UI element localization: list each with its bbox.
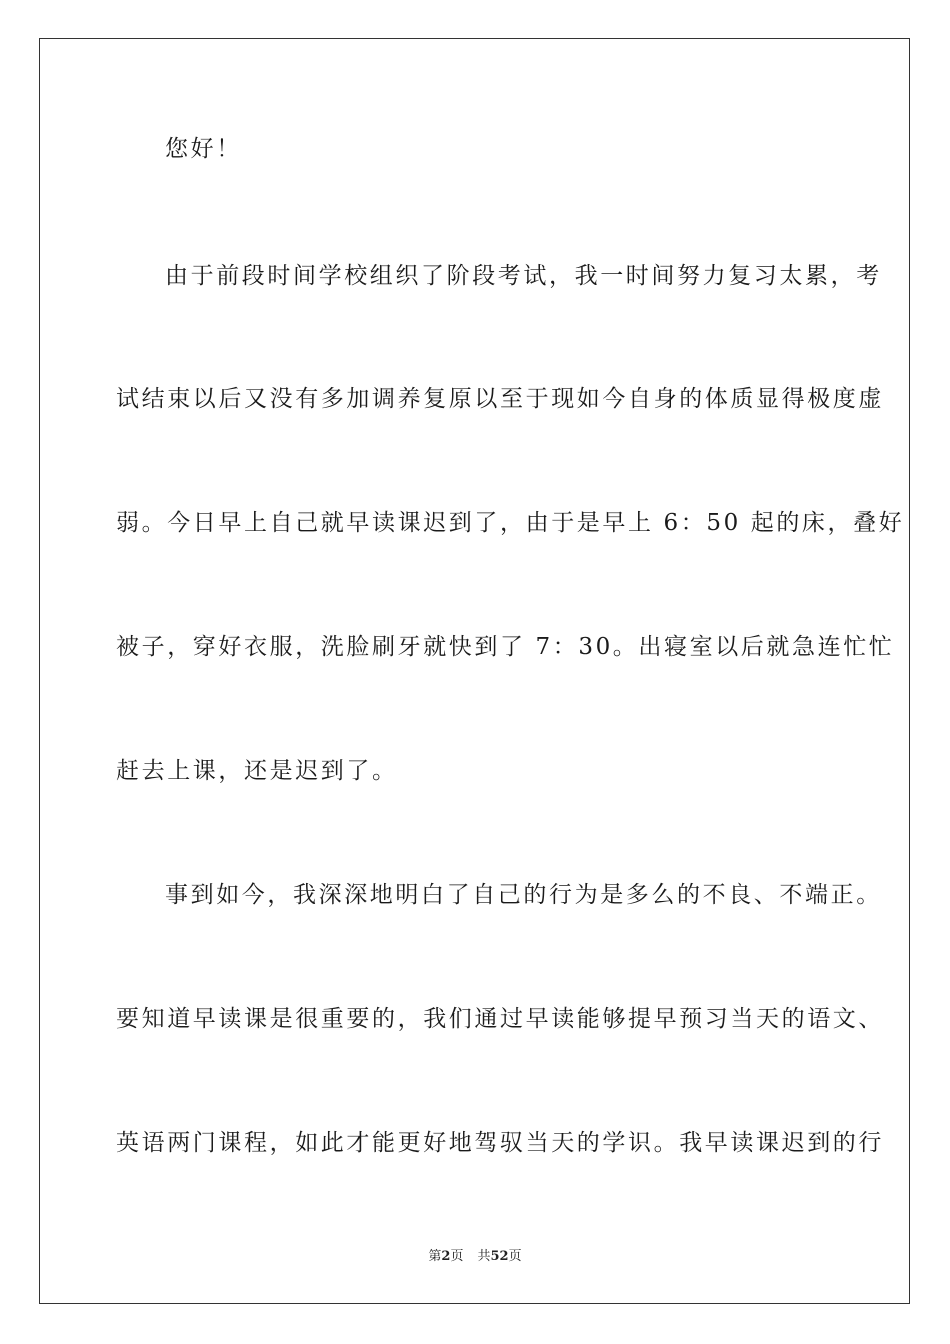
total-prefix: 共 xyxy=(477,1249,491,1264)
page-footer xyxy=(0,1248,950,1266)
paragraph-2-line-1: 事到如今，我深深地明白了自己的行为是多么的不良、不端正。 xyxy=(165,882,882,908)
paragraph-2-line-2: 要知道早读课是很重要的，我们通过早读能够提早预习当天的语文、 xyxy=(116,1006,884,1032)
page-number: 2 xyxy=(441,1249,451,1264)
paragraph-1-line-5: 赶去上课，还是迟到了。 xyxy=(116,758,398,784)
paragraph-1-line-4: 被子，穿好衣服，洗脸刷牙就快到了 7：30。出寝室以后就急连忙忙 xyxy=(116,634,895,660)
paragraph-2-line-3: 英语两门课程，如此才能更好地驾驭当天的学识。我早读课迟到的行 xyxy=(116,1130,884,1156)
paragraph-1-line-3: 弱。今日早上自己就早读课迟到了，由于是早上 6：50 起的床，叠好 xyxy=(116,510,905,536)
greeting: 您好！ xyxy=(165,136,242,162)
page-border xyxy=(39,38,910,1304)
paragraph-1-line-1: 由于前段时间学校组织了阶段考试，我一时间努力复习太累，考 xyxy=(165,263,882,289)
page-prefix: 第 xyxy=(428,1249,442,1264)
paragraph-1-line-2: 试结束以后又没有多加调养复原以至于现如今自身的体质显得极度虚 xyxy=(116,386,884,412)
page-suffix: 页 xyxy=(450,1249,464,1264)
total-pages: 52 xyxy=(490,1249,509,1264)
total-suffix: 页 xyxy=(508,1249,522,1264)
